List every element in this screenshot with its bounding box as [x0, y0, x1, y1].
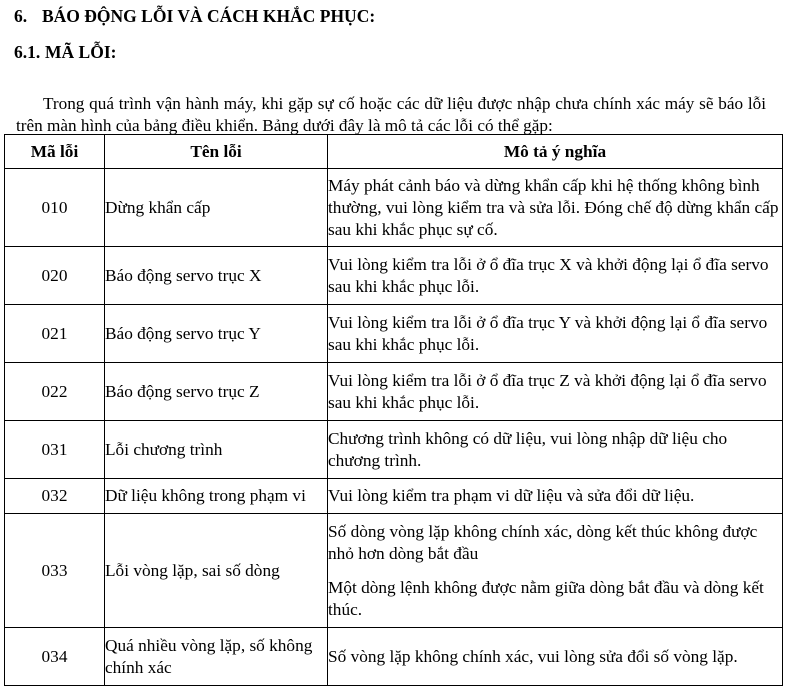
error-name: Lỗi chương trình — [105, 421, 328, 479]
table-header-row — [5, 135, 783, 169]
error-code: 033 — [5, 514, 105, 628]
error-name: Báo động servo trục X — [105, 247, 328, 305]
error-description — [328, 628, 783, 686]
table-row — [5, 363, 783, 421]
description-paragraph: Số vòng lặp không chính xác, vui lòng sửa đổi số vòng lặp. — [328, 646, 738, 666]
subsection-number: 6.1. — [14, 42, 41, 62]
error-name: Quá nhiều vòng lặp, số không chính xác — [105, 628, 328, 686]
error-name: Dừng khẩn cấp — [105, 169, 328, 247]
error-description — [328, 363, 783, 421]
error-name: Lỗi vòng lặp, sai số dòng — [105, 514, 328, 628]
error-code-table — [4, 134, 783, 686]
intro-paragraph: Trong quá trình vận hành máy, khi gặp sự cố hoặc các dữ liệu được nhập chưa chính xác máy sẽ báo lỗi trên màn hình của bảng điều khiển. Bảng dưới đây là mô tả các lỗi có thể gặp: — [16, 94, 766, 136]
description-paragraph: Vui lòng kiểm tra phạm vi dữ liệu và sửa đổi dữ liệu. — [328, 486, 695, 505]
table-row — [5, 514, 783, 628]
error-name: Báo động servo trục Y — [105, 305, 328, 363]
description-paragraph: Số dòng vòng lặp không chính xác, dòng kết thúc không được nhỏ hơn dòng bắt đầu — [328, 521, 758, 563]
table-row — [5, 169, 783, 247]
error-code: 021 — [5, 305, 105, 363]
subsection-title: MÃ LỖI: — [45, 42, 117, 62]
error-description — [328, 421, 783, 479]
error-description — [328, 305, 783, 363]
error-description — [328, 169, 783, 247]
description-paragraph: Một dòng lệnh không được nằm giữa dòng bắt đầu và dòng kết thúc. — [328, 577, 764, 619]
description-paragraph: Vui lòng kiểm tra lỗi ở ổ đĩa trục X và khởi động lại ổ đĩa servo sau khi khắc phục lỗi. — [328, 254, 769, 296]
section-number: 6. — [14, 6, 28, 26]
error-code: 031 — [5, 421, 105, 479]
description-paragraph: Máy phát cảnh báo và dừng khẩn cấp khi hệ thống không bình thường, vui lòng kiểm tra và sửa lỗi. Đóng chế độ dừng khẩn cấp sau khi khắc phục sự cố. — [328, 175, 779, 239]
table-row — [5, 305, 783, 363]
table-row — [5, 421, 783, 479]
section-heading — [14, 4, 375, 28]
section-title: BÁO ĐỘNG LỖI VÀ CÁCH KHẮC PHỤC: — [42, 6, 376, 26]
error-code: 034 — [5, 628, 105, 686]
error-name: Báo động servo trục Z — [105, 363, 328, 421]
table-row — [5, 479, 783, 514]
description-paragraph: Chương trình không có dữ liệu, vui lòng nhập dữ liệu cho chương trình. — [328, 428, 728, 470]
description-paragraph: Vui lòng kiểm tra lỗi ở ổ đĩa trục Z và khởi động lại ổ đĩa servo sau khi khắc phục lỗi. — [328, 370, 767, 412]
header-code: Mã lỗi — [5, 135, 105, 169]
error-description — [328, 479, 783, 514]
error-description — [328, 247, 783, 305]
error-name: Dữ liệu không trong phạm vi — [105, 479, 328, 514]
error-description — [328, 514, 783, 628]
error-code: 032 — [5, 479, 105, 514]
error-code: 010 — [5, 169, 105, 247]
header-name: Tên lỗi — [105, 135, 328, 169]
description-paragraph: Vui lòng kiểm tra lỗi ở ổ đĩa trục Y và khởi động lại ổ đĩa servo sau khi khắc phục lỗi. — [328, 312, 768, 354]
table-row — [5, 247, 783, 305]
subsection-heading — [14, 40, 116, 64]
header-description: Mô tả ý nghĩa — [328, 135, 783, 169]
table-row — [5, 628, 783, 686]
error-code: 022 — [5, 363, 105, 421]
error-code: 020 — [5, 247, 105, 305]
